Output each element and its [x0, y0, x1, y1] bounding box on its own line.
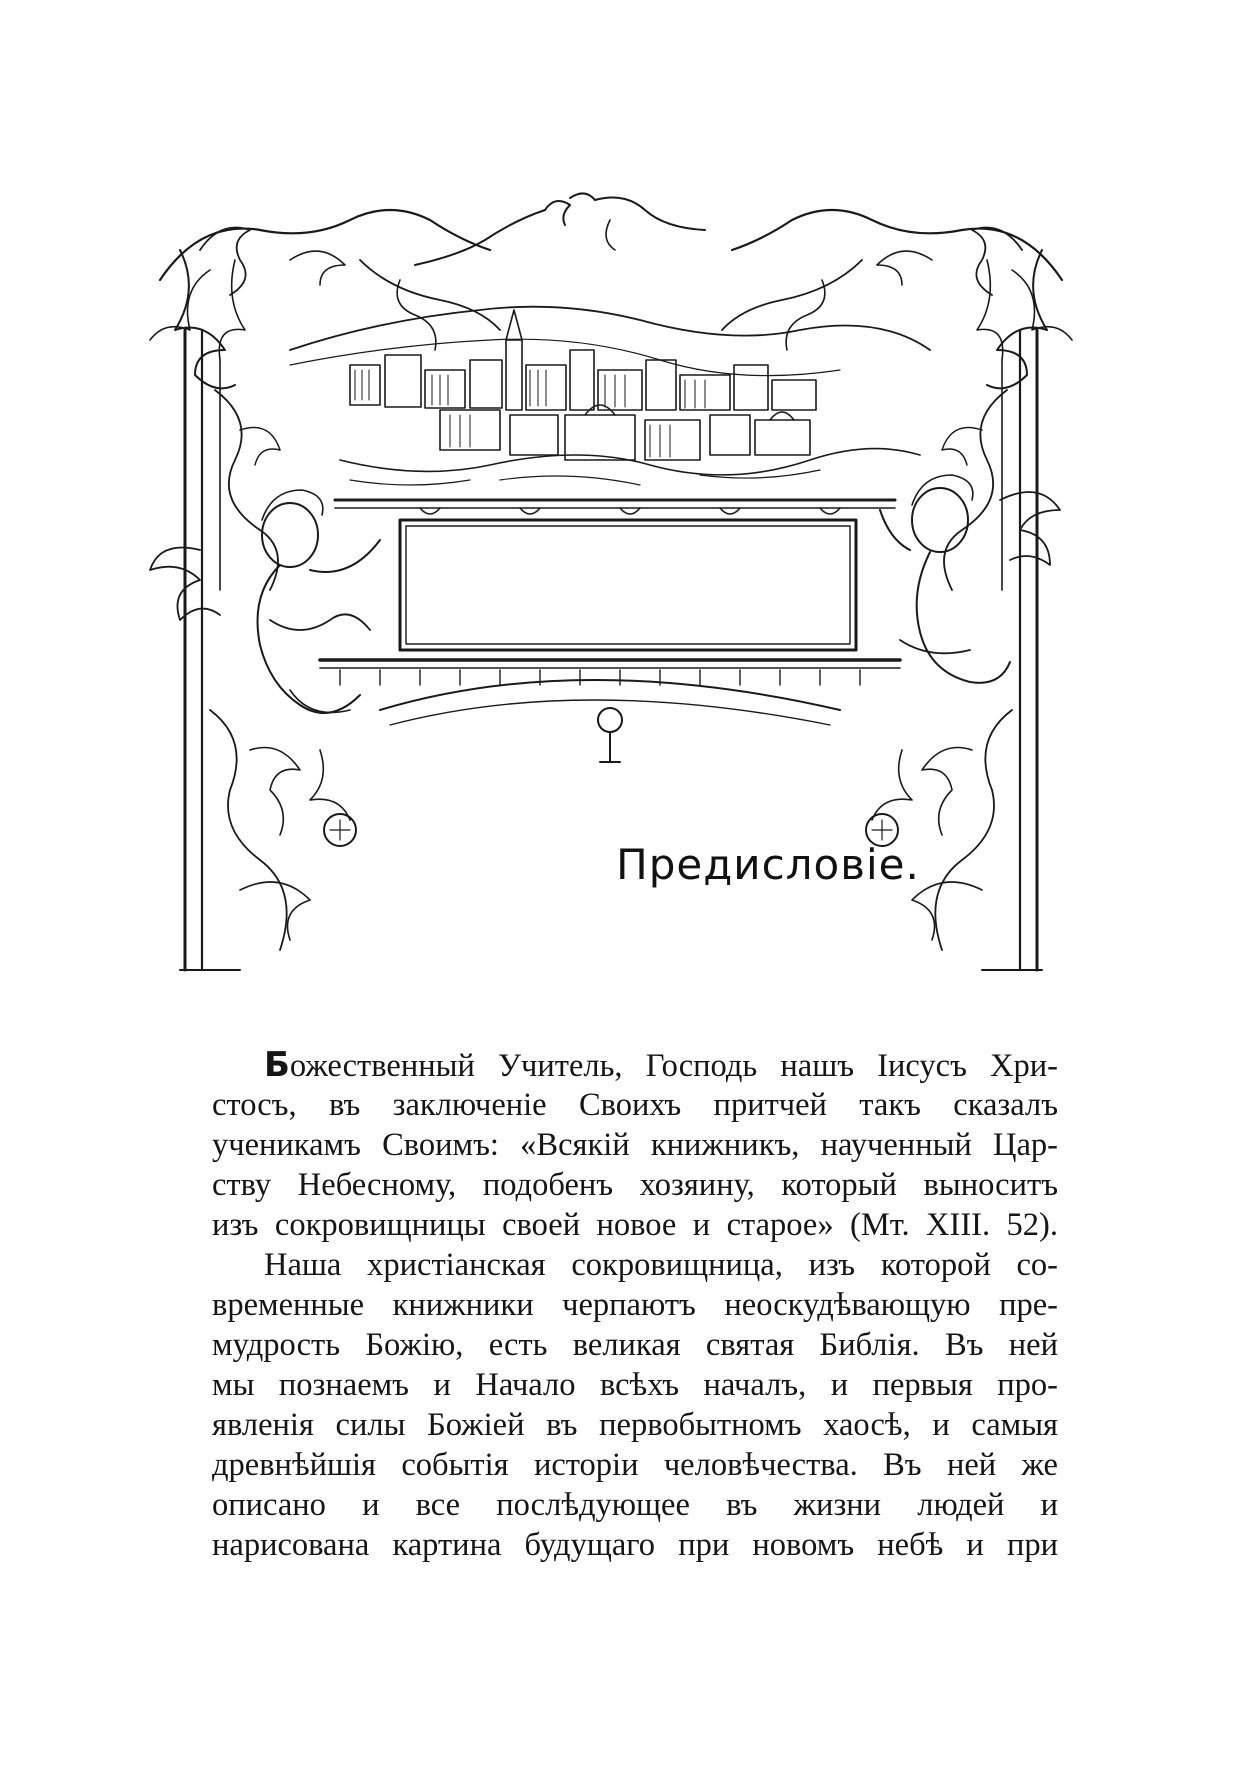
ornamental-headpiece: [140, 190, 1082, 980]
text-line: Наша христіанская сокровищница, изъ которой со-: [264, 1247, 1058, 1283]
preface-body: [212, 1045, 1058, 1565]
text-line: явленія силы Божіей въ первобытномъ хаосѣ, и самыя: [212, 1407, 1058, 1443]
text-line: описано и все послѣдующее въ жизни людей и: [212, 1487, 1058, 1523]
paragraph-1: [212, 1045, 1058, 1245]
text-line: временные книжники черпаютъ неоскудѣвающую пре-: [212, 1287, 1058, 1323]
text-line-content: ожественный Учитель, Господь нашъ Іисусъ Хри-: [289, 1048, 1058, 1084]
text-line: древнѣйшія событія исторіи человѣчества. Въ ней же: [212, 1447, 1058, 1483]
text-line: мы познаемъ и Начало всѣхъ началъ, и первыя про-: [212, 1367, 1058, 1403]
text-line: мудрость Божію, есть великая святая Библія. Въ ней: [212, 1327, 1058, 1363]
paragraph-2: [212, 1245, 1058, 1565]
preface-title: Предисловіе.: [616, 840, 920, 889]
text-line: нарисована картина будущаго при новомъ небѣ и при: [212, 1527, 1058, 1563]
text-line: ученикамъ Своимъ: «Всякій книжникъ, наученный Цар-: [212, 1127, 1058, 1163]
dropcap: Б: [264, 1045, 290, 1085]
text-line: [212, 1045, 1058, 1085]
text-line: ству Небесному, подобенъ хозяину, который выноситъ: [212, 1167, 1058, 1203]
text-line: изъ сокровищницы своей новое и старое» (Мт. XIII. 52).: [212, 1207, 1058, 1243]
text-line: стосъ, въ заключеніе Своихъ притчей такъ сказалъ: [212, 1087, 1058, 1123]
